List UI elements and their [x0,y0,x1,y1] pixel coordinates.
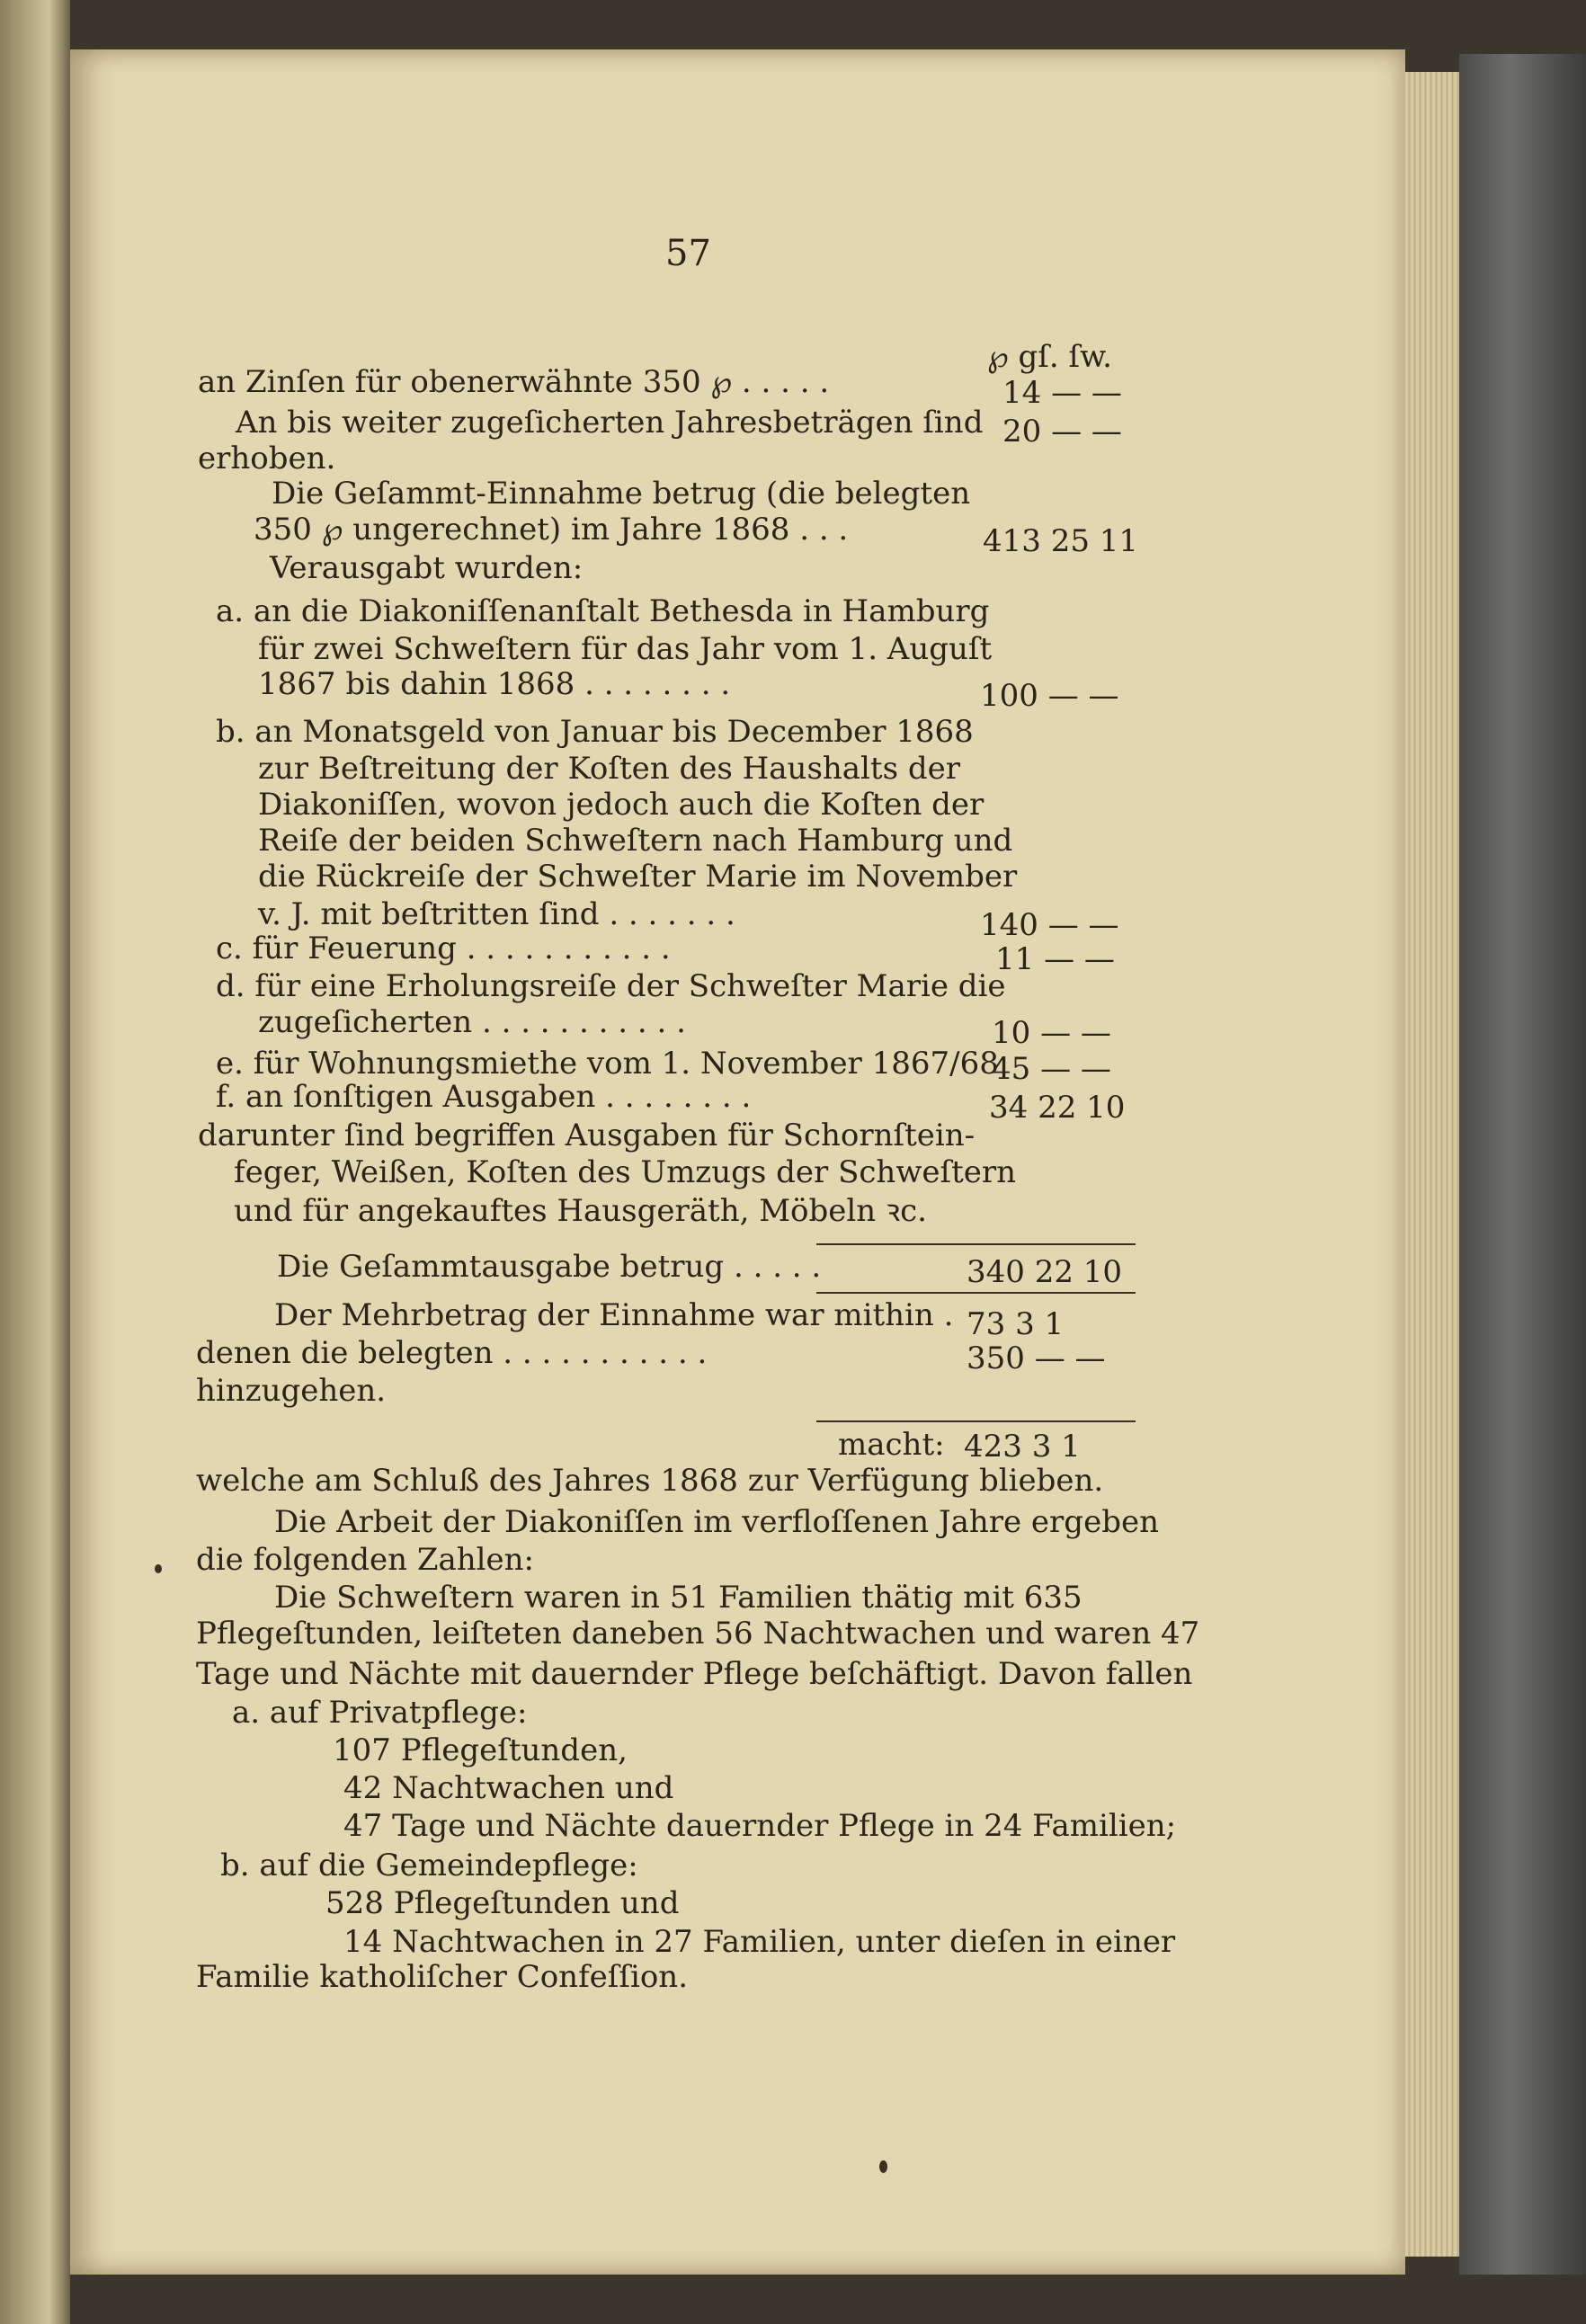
line-text: zugeſicherten . . . . . . . . . . . [258,1004,686,1040]
line-text: e. für Wohnungsmiethe vom 1. November 1867/68 [216,1046,999,1082]
sum-rule [816,1420,1136,1422]
paragraph-line: Die Arbeit der Diakoniſſen im verfloſſenen Jahre ergeben [274,1504,1159,1540]
line-amount: 140 — — [980,907,1119,943]
book-cover [1459,54,1586,2275]
line-text: und für angekauftes Hausgeräth, Möbeln ꝛc. [234,1193,927,1229]
line-text: Die Geſammtausgabe betrug . . . . . [277,1249,822,1285]
line-amount: 350 — — [967,1340,1106,1376]
line-text: 350 ℘ ungerechnet) im Jahre 1868 . . . [254,512,849,548]
line-text: zur Beſtreitung der Koſten des Haushalts der [258,751,960,787]
line-text: erhoben. [198,441,336,476]
line-amount: 34 22 10 [989,1090,1126,1126]
page-speck [879,2160,887,2173]
line-amount: 10 — — [992,1015,1111,1051]
line-text: für zwei Schweſtern für das Jahr vom 1. Auguſt [258,631,993,667]
line-text: Die Geſammt-Einnahme betrug (die belegten [272,476,971,512]
currency-header: ℘ gſ. ſw. [987,339,1112,375]
paragraph-line: Familie katholiſcher Confeſſion. [196,1959,689,1995]
line-text: An bis weiter zugeſicherten Jahresbeträgen ſind [236,405,984,441]
line-text: d. für eine Erholungsreiſe der Schweſter Marie die [216,968,1006,1004]
line-amount: 11 — — [995,941,1115,977]
paragraph-line: Tage und Nächte mit dauernder Pflege beſchäftigt. Davon fallen [196,1656,1193,1692]
line-text: 1867 bis dahin 1868 . . . . . . . . [258,666,731,702]
line-amount: 73 3 1 [967,1306,1065,1342]
line-amount: 413 25 11 [983,523,1139,559]
line-text: darunter ſind begriffen Ausgaben für Schornſtein- [198,1117,976,1153]
left-page-edge [0,0,70,2324]
line-text: macht: [838,1427,945,1463]
paragraph-line: a. auf Privatpflege: [232,1695,528,1731]
line-text: b. an Monatsgeld von Januar bis December 1868 [216,714,974,750]
line-text: feger, Weißen, Koſten des Umzugs der Schweſtern [234,1154,1017,1190]
paragraph-line: 47 Tage und Nächte dauernder Pflege in 24 Familien; [343,1808,1177,1844]
sum-rule [816,1292,1136,1294]
line-text: die Rückreiſe der Schweſter Marie im November [258,859,1018,895]
page-block-edges [1405,72,1459,2257]
paragraph-line: die folgenden Zahlen: [196,1542,535,1578]
line-text: c. für Feuerung . . . . . . . . . . . [216,930,671,966]
line-amount: 340 22 10 [967,1254,1123,1290]
line-text: Reiſe der beiden Schweſtern nach Hamburg und [258,823,1013,859]
line-text: Diakoniſſen, wovon jedoch auch die Koſten der [258,787,985,823]
sum-rule [816,1243,1136,1245]
paragraph-line: welche am Schluß des Jahres 1868 zur Verfügung blieben. [196,1463,1104,1499]
line-amount: 20 — — [1002,414,1122,450]
line-amount: 14 — — [1002,375,1122,411]
page-number: 57 [665,233,711,274]
line-text: hinzugehen. [196,1373,387,1409]
line-text: an Zinſen für obenerwähnte 350 ℘ . . . . . [198,364,830,400]
paragraph-line: 14 Nachtwachen in 27 Familien, unter dieſen in einer [343,1924,1176,1960]
paragraph-line: Die Schweſtern waren in 51 Familien thätig mit 635 [274,1580,1083,1616]
line-amount: 423 3 1 [964,1429,1081,1465]
line-amount: 45 — — [992,1051,1111,1087]
paragraph-line: 528 Pflegeſtunden und [325,1885,680,1921]
paragraph-line: Pflegeſtunden, leiſteten daneben 56 Nachtwachen und waren 47 [196,1616,1200,1652]
line-text: denen die belegten . . . . . . . . . . . [196,1335,708,1371]
line-text: v. J. mit beſtritten ſind . . . . . . . [258,896,735,932]
paragraph-line: 107 Pflegeſtunden, [333,1732,628,1768]
line-text: Der Mehrbetrag der Einnahme war mithin . [274,1297,954,1333]
paragraph-line: b. auf die Gemeindepflege: [220,1848,638,1883]
page-speck [155,1564,162,1573]
line-text: Verausgabt wurden: [270,550,584,586]
line-text: a. an die Diakoniſſenanſtalt Bethesda in Hamburg [216,593,990,629]
line-text: f. an ſonſtigen Ausgaben . . . . . . . . [216,1079,752,1115]
line-amount: 100 — — [980,678,1119,714]
paragraph-line: 42 Nachtwachen und [343,1770,674,1806]
